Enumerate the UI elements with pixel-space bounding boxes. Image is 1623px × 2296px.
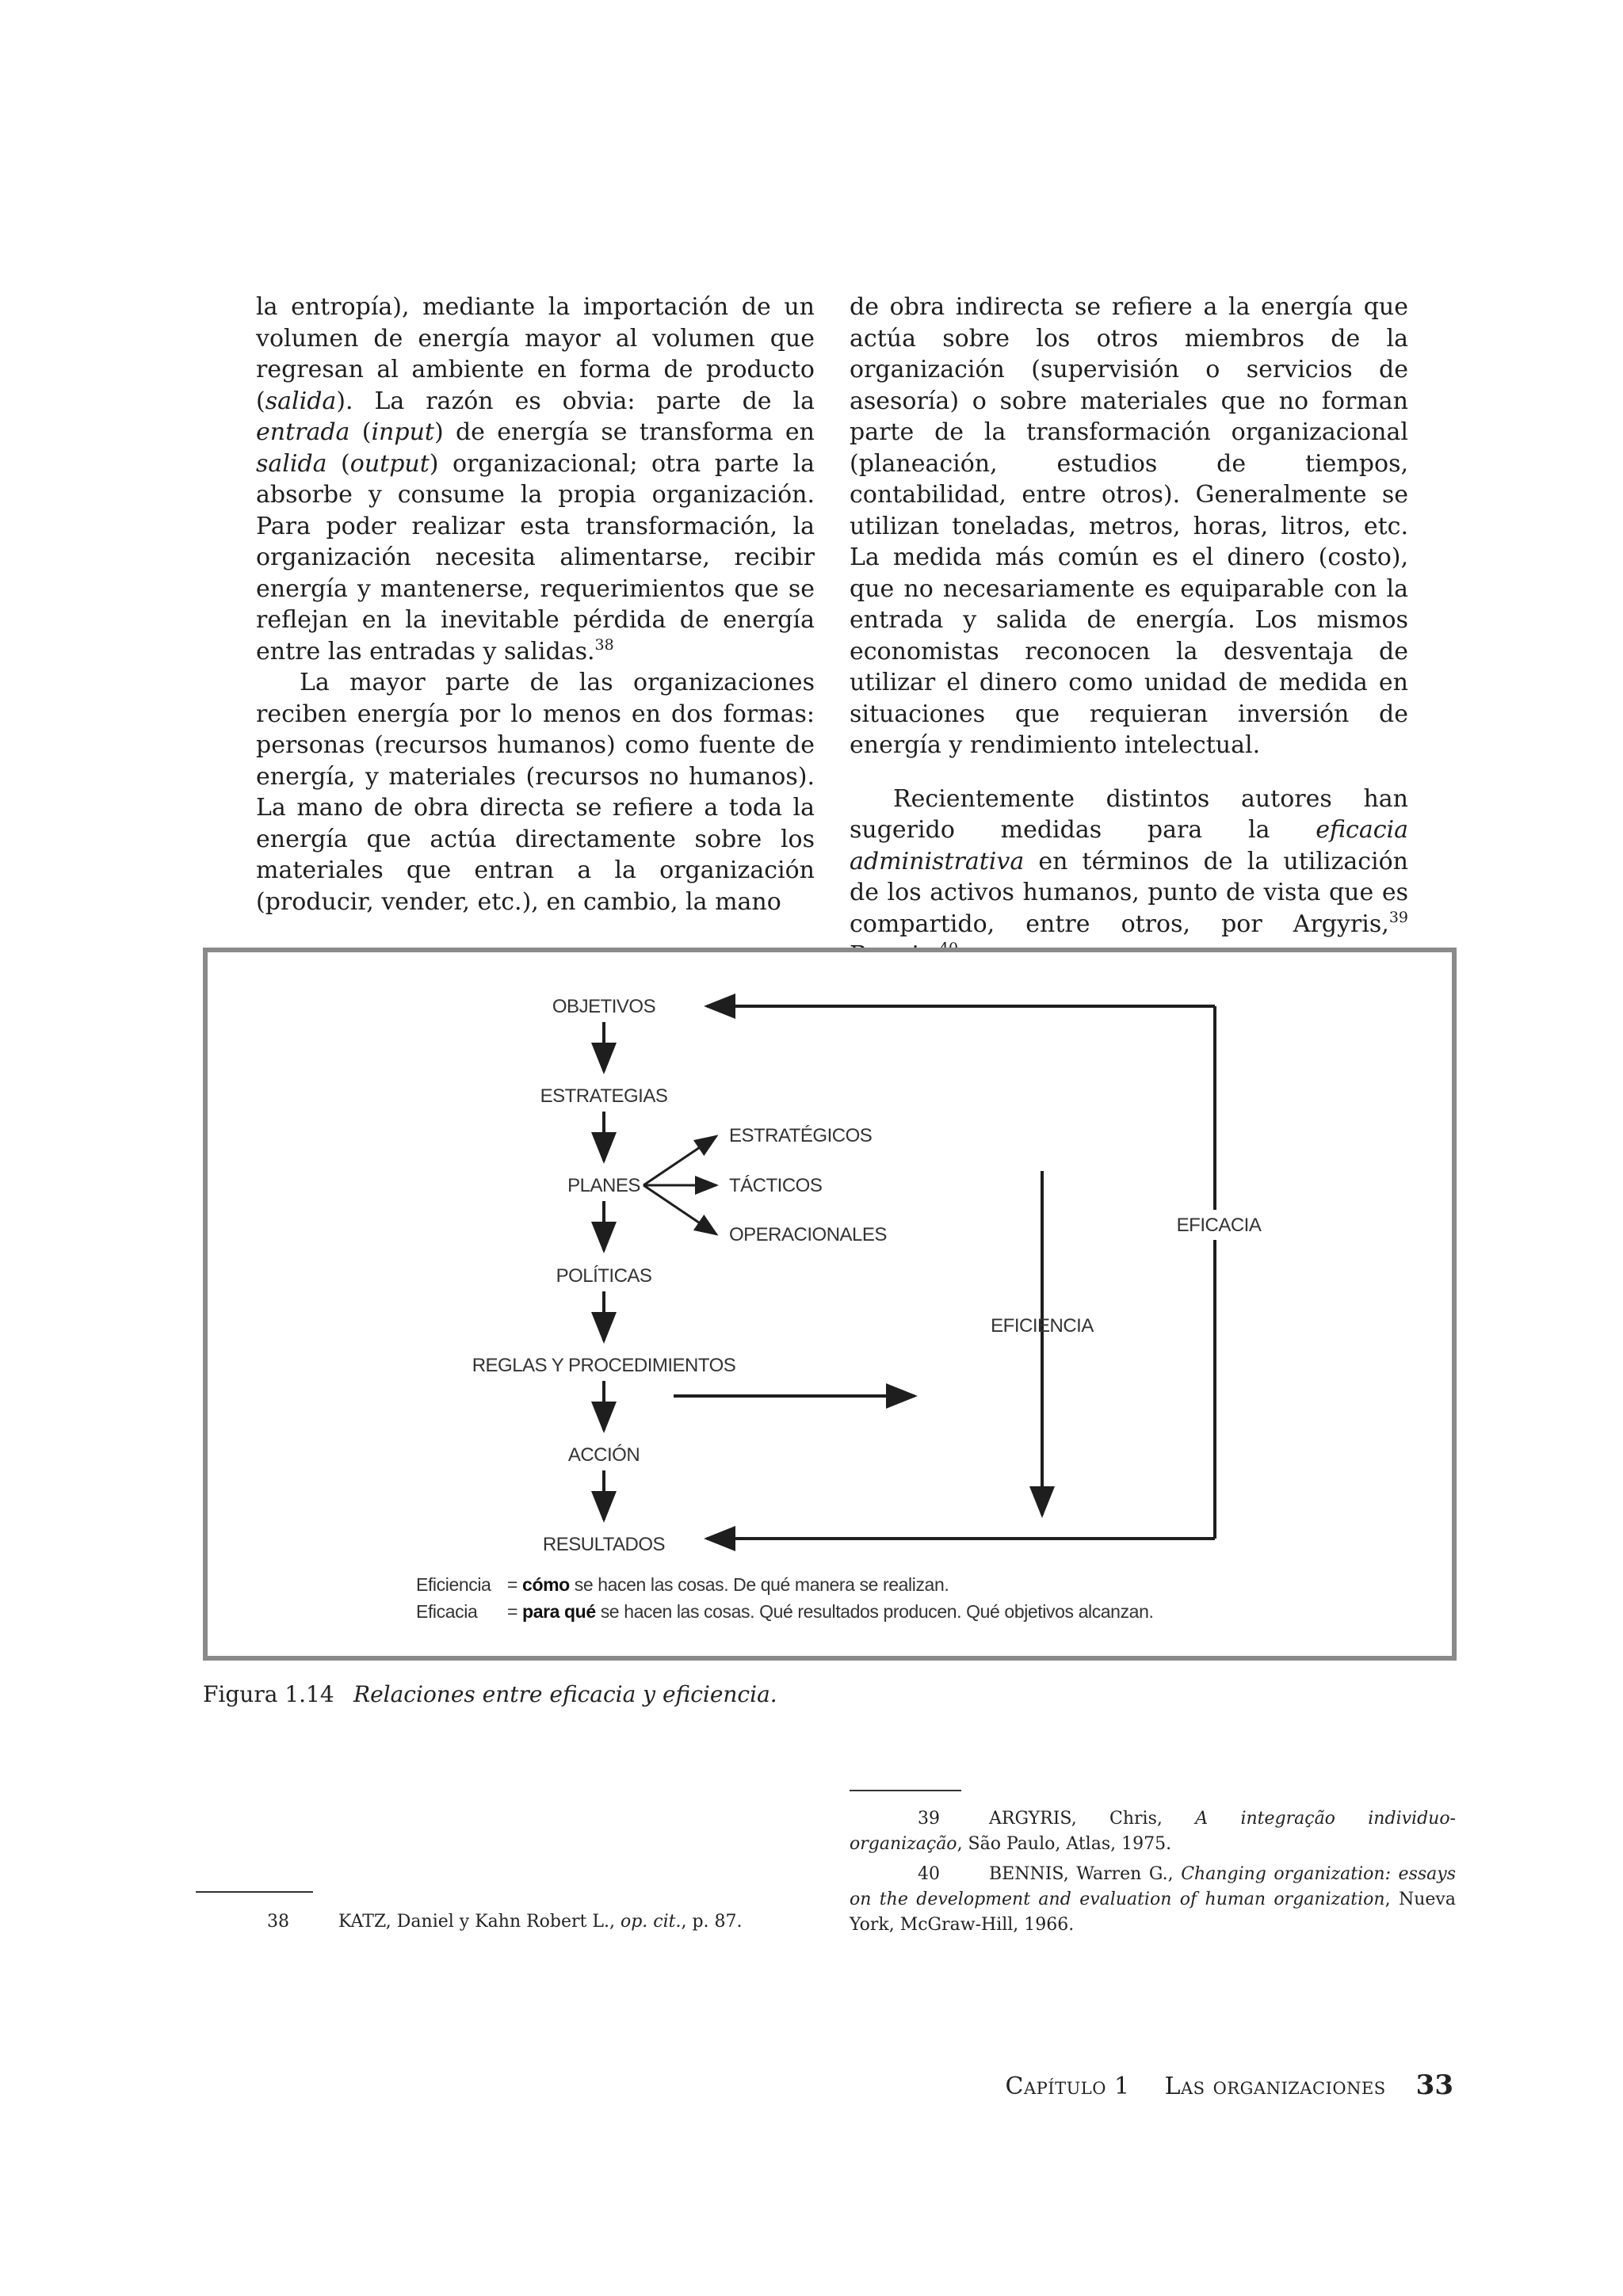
left-text-column xyxy=(256,292,815,917)
right-text-column xyxy=(850,292,1408,971)
footer-section: Las organizaciones xyxy=(1164,2073,1386,2100)
text-run: BENNIS, Warren G., xyxy=(989,1864,1182,1884)
footnote-38 xyxy=(196,1909,798,1935)
arrow-planes-estrategicos xyxy=(643,1136,716,1185)
legend-equals: = xyxy=(507,1601,518,1622)
italic-text: op. cit. xyxy=(620,1912,682,1932)
text-run: ). La razón es obvia: parte de la xyxy=(336,387,815,415)
text-run: Recientemente distintos autores han sugerido medidas para la xyxy=(850,784,1408,844)
legend-term: Eficiencia xyxy=(416,1574,491,1595)
text-run: ARGYRIS, Chris, xyxy=(989,1809,1196,1829)
text-run: La mayor parte de las organizaciones reciben energía por lo menos en dos formas: personas (recursos humanos) como fuente de energía, y materiales (recursos no humanos). La mano de obra directa se refiere a toda la energía que actúa directamente sobre los materiales que entran a la organización (producir, vender, etc.), en cambio, la mano xyxy=(256,669,815,916)
text-run: , Nueva York, McGraw-Hill, 1966. xyxy=(850,1890,1456,1935)
label-estrategias: ESTRATEGIAS xyxy=(540,1085,668,1107)
footnote-40 xyxy=(850,1862,1456,1938)
label-eficacia: EFICACIA xyxy=(1176,1215,1262,1236)
label-eficiencia: EFICIENCIA xyxy=(991,1315,1094,1337)
arrow-planes-operacionales xyxy=(643,1185,716,1234)
text-run: en términos de la utilización de los activos humanos, punto de vista que es compartido, entre otros, por Argyris, xyxy=(850,847,1408,938)
text-run: la entropía), mediante la importación de un volumen de energía mayor al volumen que regresan al ambiente en forma de producto ( xyxy=(256,293,815,415)
caption-text: Relaciones entre eficacia y eficiencia. xyxy=(353,1681,777,1707)
right-paragraph-1 xyxy=(850,292,1408,761)
italic-text: Changing organization: essays on the development and evaluation of human organization xyxy=(850,1864,1456,1909)
footnote-ref: 39 xyxy=(1388,908,1408,926)
page-number: 33 xyxy=(1415,2069,1453,2101)
footnote-ref: 38 xyxy=(594,635,614,654)
footnote-39 xyxy=(850,1806,1456,1857)
footnote-rule-left xyxy=(196,1891,313,1893)
label-estrategicos: ESTRATÉGICOS xyxy=(729,1125,873,1146)
legend-eficiencia xyxy=(416,1574,949,1596)
legend-rest: se hacen las cosas. Qué resultados producen. Qué objetivos alcanzan. xyxy=(595,1601,1154,1622)
footnote-number: 39 xyxy=(918,1809,940,1829)
text-run: ) organizacional; otra parte la absorbe y consume la propia organización. Para poder realizar esta transformación, la organización necesita alimentarse, recibir energía y mantenerse, requerimientos que se reflejan en la inevitable pérdida de energía entre las entradas y salidas. xyxy=(256,449,815,666)
legend-term: Eficacia xyxy=(416,1601,478,1622)
label-politicas: POLÍTICAS xyxy=(556,1265,652,1287)
efficiency-efficacy-diagram xyxy=(208,952,1452,1656)
italic-text: eficacia administrativa xyxy=(850,816,1408,875)
italic-text: salida xyxy=(256,449,327,478)
text-run: , São Paulo, Atlas, 1975. xyxy=(957,1834,1172,1854)
label-accion: ACCIÓN xyxy=(567,1444,640,1466)
footnote-text xyxy=(338,1912,743,1932)
label-planes: PLANES xyxy=(567,1175,640,1196)
caption-number: Figura 1.14 xyxy=(203,1681,334,1707)
page-footer xyxy=(1006,2069,1453,2101)
text-run: KATZ, Daniel y Kahn Robert L., xyxy=(338,1912,621,1932)
label-tacticos: TÁCTICOS xyxy=(729,1175,823,1196)
text-run: ( xyxy=(349,418,372,446)
text-run: ) de energía se transforma en xyxy=(433,418,815,446)
text-run: de obra indirecta se refiere a la energía que actúa sobre los otros miembros de la organización (supervisión o servicios de asesoría) o sobre materiales que no forman parte de la transformación organizacional (planeación, estudios de tiempos, contabilidad, entre otros). Generalmente se utilizan toneladas, metros, horas, litros, etc. La medida más común es el dinero (costo), que no necesariamente es equiparable con la entrada y salida de energía. Los mismos economistas reconocen la desventaja de utilizar el dinero como unidad de medida en situaciones que requieran inversión de energía y rendimiento intelectual. xyxy=(850,293,1408,759)
figure-1-14 xyxy=(203,948,1457,1661)
footnote-number: 40 xyxy=(918,1864,940,1884)
italic-text: salida xyxy=(265,387,337,415)
label-objetivos: OBJETIVOS xyxy=(552,996,656,1017)
italic-text: input xyxy=(371,418,434,446)
text-run: , p. 87. xyxy=(681,1912,743,1932)
footer-chapter: Capítulo 1 xyxy=(1005,2073,1130,2100)
right-paragraph-2 xyxy=(850,784,1408,971)
legend-equals: = xyxy=(507,1574,518,1595)
legend-eficacia xyxy=(416,1601,1153,1623)
figure-caption xyxy=(203,1681,777,1707)
label-reglas-procedimientos: REGLAS Y PROCEDIMIENTOS xyxy=(472,1355,736,1376)
italic-text: output xyxy=(349,449,430,478)
label-operacionales: OPERACIONALES xyxy=(729,1224,887,1245)
legend-rest: se hacen las cosas. De qué manera se realizan. xyxy=(569,1574,949,1595)
left-paragraph-2 xyxy=(256,667,815,917)
italic-text: entrada xyxy=(256,418,350,446)
footnote-number: 38 xyxy=(267,1912,289,1932)
legend-bold: cómo xyxy=(522,1574,570,1595)
legend-bold: para qué xyxy=(522,1601,596,1622)
italic-text: A integração individuo-organização xyxy=(850,1809,1456,1854)
label-resultados: RESULTADOS xyxy=(542,1534,666,1555)
left-paragraph-1 xyxy=(256,292,815,667)
footnote-rule-right xyxy=(850,1790,961,1791)
text-run: ( xyxy=(327,449,350,478)
